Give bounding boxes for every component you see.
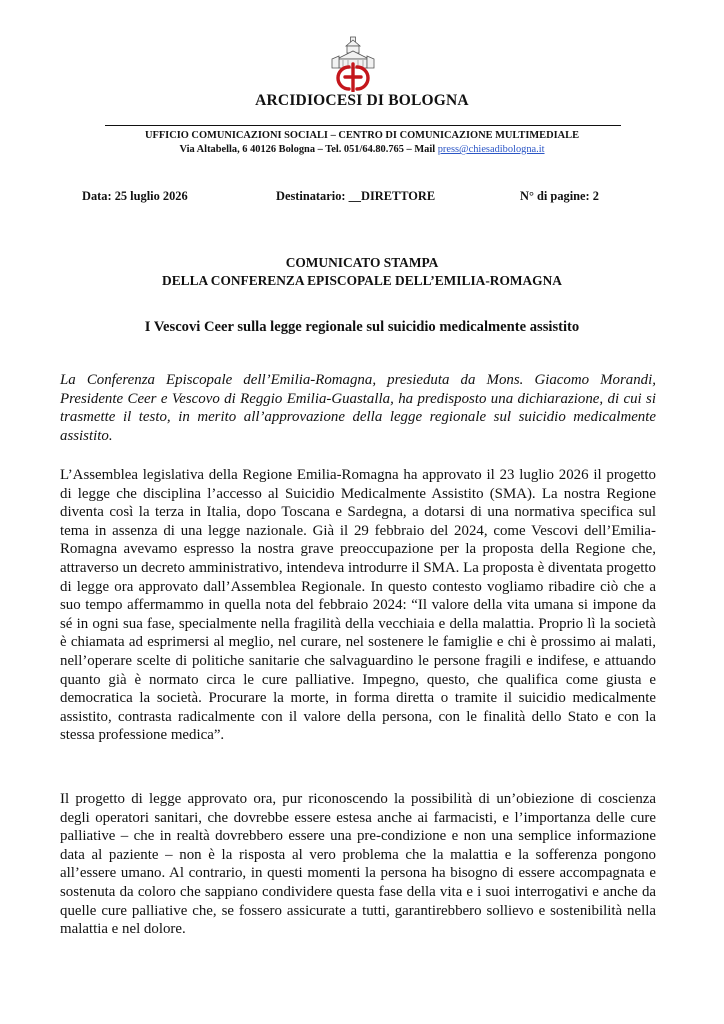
press-release-heading: COMUNICATO STAMPA [285,255,439,270]
organization-name: ARCIDIOCESI DI BOLOGNA [255,92,469,109]
body-paragraph-1: L’Assemblea legislativa della Regione Emilia-Romagna ha approvato il 23 luglio 2026 il progetto di legge che disciplina l’accesso al Suicidio Medicalmente Assistito (SMA). La nostra Regione diventa così la terza in Italia, dopo Toscana e Sardegna, a dotarsi di una normativa specifica sul tema in assenza di una legge nazionale. Già il 29 febbraio del 2024, come Vescovi dell’Emilia-Romagna avevamo espresso la nostra grave preoccupazione per la proposta della Regione che, attraverso un decreto amministrativo, intendeva introdurre il SMA. La proposta è diventata progetto di legge ora approvato dall’Assemblea Regionale. In questo contesto vogliamo ribadire ciò che a suo tempo affermammo in quella nota del febbraio 2024: “Il valore della vita umana si impone da sé in ogni sua fase, specialmente nella fragilità della vecchiaia e della malattia. Proprio lì la società è chiamata ad esprimersi al meglio, nel curare, nel sostenere le famiglie e chi è prossimo ai malati, nell’operare scelte di politiche sanitarie che salvaguardino le persone fragili e indifese, e attuando quanto già è normato circa le cure palliative. Impegno, questo, che qualifica come giusta e democratica la società. Procurare la morte, in forma diretta o tramite il suicidio medicalmente assistito, contrasta radicalmente con il valore della persona, con le finalità dello Stato e con la stessa professione medica”. [60,467,656,744]
body-paragraph-2: Il progetto di legge approvato ora, pur riconoscendo la possibilità di un’obiezione di coscienza degli operatori sanitari, che dovrebbe essere estesa anche ai farmacisti, e l’importanza delle cure palliative – che in realtà dovrebbero essere una pre-condizione e non una semplice informazione data al paziente – non è la risposta al vero problema che la malattia e la sofferenza pongono all’essere umano. Al contrario, in questi momenti la persona ha bisogno di essere accompagnata e sostenuta da coloro che sappiano condividere questa fase della vita e i suoi interrogativi e anche da quelle cure palliative che, se fossero assicurate a tutti, garantirebbero sollievo e sostenibilità nella malattia e nel dolore. [60,791,656,938]
date-field: Data: 25 luglio 2026 [82,189,188,203]
intro-paragraph: La Conferenza Episcopale dell’Emilia-Romagna, presieduta da Mons. Giacomo Morandi, Presidente Ceer e Vescovo di Reggio Emilia-Guastalla, ha predisposto una dichiarazione, di cui si trasmette il testo, in merito all’approvazione della legge regionale sul suicidio medicalmente assistito. [60,372,656,444]
contact-line [0,144,724,155]
recipient-field: Destinatario: __DIRETTORE [276,189,436,203]
office-name: UFFICIO COMUNICAZIONI SOCIALI – CENTRO DI COMUNICAZIONE MULTIMEDIALE [144,130,580,141]
email-link[interactable]: press@chiesadibologna.it [437,144,545,155]
address-text: Via Altabella, 6 40126 Bologna – Tel. 051/64.80.765 – Mail [179,144,438,155]
header-divider [105,125,621,126]
conference-heading: DELLA CONFERENZA EPISCOPALE DELL’EMILIA-ROMAGNA [162,273,562,288]
church-cross-logo-icon [326,36,380,92]
page-count-field: N° di pagine: 2 [520,189,599,203]
document-title: I Vescovi Ceer sulla legge regionale sul suicidio medicalmente assistito [144,319,580,335]
